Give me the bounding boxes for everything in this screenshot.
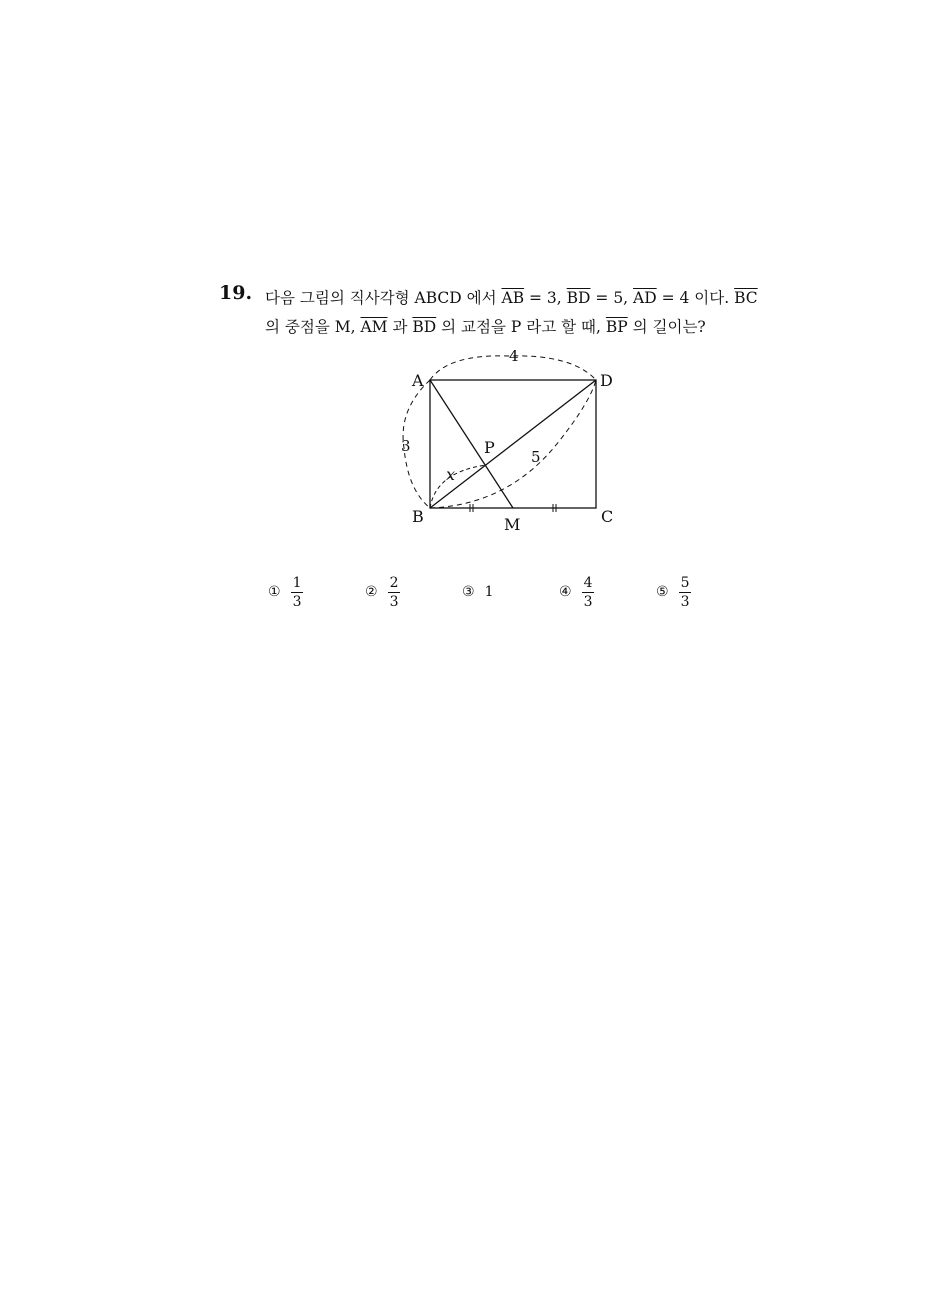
segment-am: $\overline{AM}$ — [360, 318, 388, 336]
numerator: 2 — [389, 574, 399, 591]
denominator: 3 — [389, 593, 399, 610]
choice-marker: ⑤ — [656, 584, 669, 600]
choice-marker: ③ — [462, 584, 475, 600]
label-p: P — [484, 438, 495, 457]
segment-bd: $\overline{BD}$ — [566, 289, 591, 307]
choice-marker: ④ — [559, 584, 572, 600]
fraction — [291, 575, 304, 610]
problem-statement — [265, 284, 758, 342]
numerator: 5 — [680, 574, 690, 591]
segment-bc: $\overline{BC}$ — [734, 289, 758, 307]
choice-3[interactable] — [462, 574, 493, 610]
choice-marker: ② — [365, 584, 378, 600]
text-segment: 과 — [387, 318, 413, 336]
segment-am-line — [430, 380, 513, 508]
label-m: M — [504, 515, 521, 534]
choice-2[interactable] — [365, 574, 400, 610]
text-segment: = 4 이다. — [656, 289, 735, 307]
numerator: 1 — [292, 574, 302, 591]
segment-bp: $\overline{BP}$ — [605, 318, 628, 336]
problem-number: 19. — [219, 282, 253, 304]
choice-value: 1 — [484, 584, 494, 600]
denominator: 3 — [292, 593, 302, 610]
text-segment: = 5, — [590, 289, 634, 307]
label-length-ad: 4 — [509, 347, 519, 365]
label-length-ab: 3 — [401, 437, 411, 455]
numerator: 4 — [583, 574, 593, 591]
choice-marker: ① — [268, 584, 281, 600]
geometry-diagram — [390, 340, 630, 540]
label-c: C — [601, 507, 614, 526]
text-segment: = 3, — [524, 289, 567, 307]
text-segment: 의 교점을 P 라고 할 때, — [436, 318, 606, 336]
label-b: B — [412, 507, 424, 526]
text-segment: 의 길이는? — [627, 318, 706, 336]
diagonal-bd — [430, 380, 596, 508]
text-segment: 의 중점을 M, — [265, 318, 361, 336]
denominator: 3 — [680, 593, 690, 610]
segment-bd: $\overline{BD}$ — [412, 318, 437, 336]
label-d: D — [600, 371, 613, 390]
text-segment: 다음 그림의 직사각형 ABCD 에서 — [265, 289, 502, 307]
choice-5[interactable] — [656, 574, 691, 610]
label-x: x — [446, 465, 456, 484]
choice-4[interactable] — [559, 574, 594, 610]
label-length-bd: 5 — [531, 448, 541, 466]
fraction — [582, 575, 595, 610]
denominator: 3 — [583, 593, 593, 610]
segment-ad: $\overline{AD}$ — [633, 289, 657, 307]
fraction — [679, 575, 692, 610]
fraction — [388, 575, 401, 610]
segment-ab: $\overline{AB}$ — [501, 289, 525, 307]
problem-line-1 — [265, 284, 758, 313]
label-a: A — [412, 371, 424, 390]
rectangle-figure — [390, 340, 630, 544]
problem-line-2 — [265, 313, 745, 342]
choice-1[interactable] — [268, 574, 303, 610]
answer-choices — [268, 574, 728, 618]
